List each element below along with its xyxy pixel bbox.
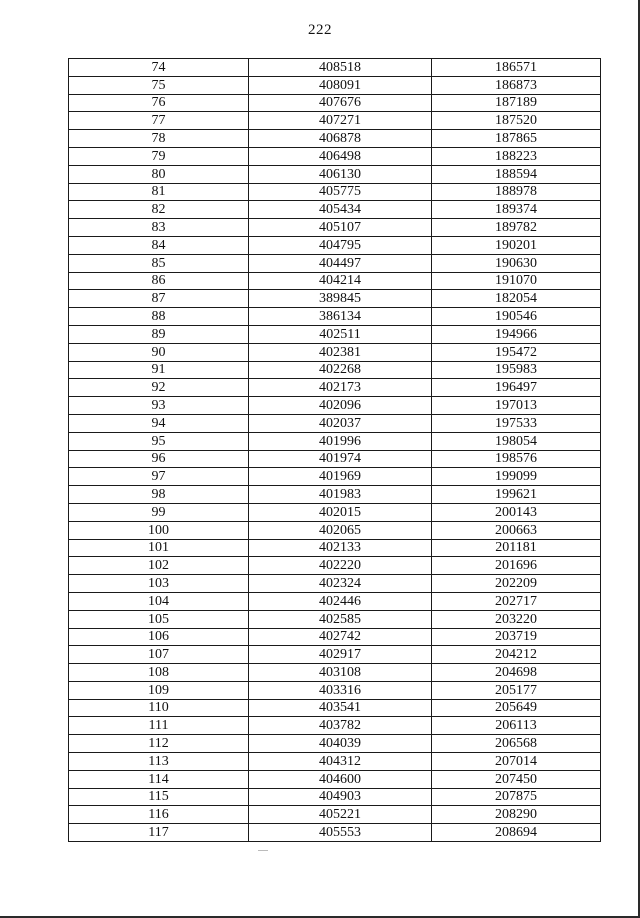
x-coordinate-cell: 402585: [249, 610, 432, 628]
point-number-cell: 114: [69, 770, 249, 788]
point-number-cell: 104: [69, 592, 249, 610]
point-number-cell: 103: [69, 575, 249, 593]
y-coordinate-cell: 187189: [432, 94, 601, 112]
x-coordinate-cell: 404600: [249, 770, 432, 788]
y-coordinate-cell: 203220: [432, 610, 601, 628]
point-number-cell: 83: [69, 219, 249, 237]
y-coordinate-cell: 204212: [432, 646, 601, 664]
x-coordinate-cell: 403541: [249, 699, 432, 717]
y-coordinate-cell: 191070: [432, 272, 601, 290]
y-coordinate-cell: 197013: [432, 397, 601, 415]
table-row: [69, 201, 601, 219]
point-number-cell: 93: [69, 397, 249, 415]
y-coordinate-cell: 187865: [432, 130, 601, 148]
point-number-cell: 78: [69, 130, 249, 148]
point-number-cell: 80: [69, 165, 249, 183]
y-coordinate-cell: 203719: [432, 628, 601, 646]
point-number-cell: 101: [69, 539, 249, 557]
table-row: [69, 521, 601, 539]
y-coordinate-cell: 194966: [432, 325, 601, 343]
y-coordinate-cell: 198576: [432, 450, 601, 468]
y-coordinate-cell: 207875: [432, 788, 601, 806]
point-number-cell: 92: [69, 379, 249, 397]
y-coordinate-cell: 187520: [432, 112, 601, 130]
x-coordinate-cell: 402037: [249, 414, 432, 432]
table-row: [69, 94, 601, 112]
x-coordinate-cell: 401974: [249, 450, 432, 468]
y-coordinate-cell: 190546: [432, 308, 601, 326]
point-number-cell: 99: [69, 503, 249, 521]
x-coordinate-cell: 404903: [249, 788, 432, 806]
x-coordinate-cell: 403108: [249, 664, 432, 682]
page-number: 222: [308, 22, 332, 38]
point-number-cell: 91: [69, 361, 249, 379]
x-coordinate-cell: 405775: [249, 183, 432, 201]
x-coordinate-cell: 405107: [249, 219, 432, 237]
table-row: [69, 503, 601, 521]
x-coordinate-cell: 402220: [249, 557, 432, 575]
x-coordinate-cell: 405221: [249, 806, 432, 824]
x-coordinate-cell: 402511: [249, 325, 432, 343]
x-coordinate-cell: 404214: [249, 272, 432, 290]
y-coordinate-cell: 205177: [432, 681, 601, 699]
table-row: [69, 610, 601, 628]
x-coordinate-cell: 402446: [249, 592, 432, 610]
x-coordinate-cell: 407676: [249, 94, 432, 112]
y-coordinate-cell: 195983: [432, 361, 601, 379]
point-number-cell: 95: [69, 432, 249, 450]
x-coordinate-cell: 403782: [249, 717, 432, 735]
table-row: [69, 806, 601, 824]
table-row: [69, 468, 601, 486]
point-number-cell: 75: [69, 76, 249, 94]
x-coordinate-cell: 404795: [249, 236, 432, 254]
point-number-cell: 84: [69, 236, 249, 254]
point-number-cell: 96: [69, 450, 249, 468]
x-coordinate-cell: 402133: [249, 539, 432, 557]
x-coordinate-cell: 402742: [249, 628, 432, 646]
scan-mark: [258, 850, 268, 851]
x-coordinate-cell: 405553: [249, 824, 432, 842]
table-row: [69, 539, 601, 557]
point-number-cell: 87: [69, 290, 249, 308]
point-number-cell: 106: [69, 628, 249, 646]
x-coordinate-cell: 404497: [249, 254, 432, 272]
coordinates-table: [68, 58, 601, 842]
y-coordinate-cell: 206568: [432, 735, 601, 753]
table-row: [69, 664, 601, 682]
y-coordinate-cell: 186571: [432, 59, 601, 77]
table-row: [69, 147, 601, 165]
y-coordinate-cell: 199621: [432, 486, 601, 504]
table-row: [69, 450, 601, 468]
point-number-cell: 117: [69, 824, 249, 842]
x-coordinate-cell: 402096: [249, 397, 432, 415]
point-number-cell: 110: [69, 699, 249, 717]
table-row: [69, 646, 601, 664]
table-row: [69, 397, 601, 415]
point-number-cell: 76: [69, 94, 249, 112]
table-row: [69, 592, 601, 610]
y-coordinate-cell: 182054: [432, 290, 601, 308]
table-row: [69, 254, 601, 272]
y-coordinate-cell: 196497: [432, 379, 601, 397]
table-row: [69, 788, 601, 806]
y-coordinate-cell: 188223: [432, 147, 601, 165]
table-row: [69, 486, 601, 504]
table-row: [69, 361, 601, 379]
point-number-cell: 102: [69, 557, 249, 575]
x-coordinate-cell: 407271: [249, 112, 432, 130]
y-coordinate-cell: 197533: [432, 414, 601, 432]
point-number-cell: 115: [69, 788, 249, 806]
y-coordinate-cell: 206113: [432, 717, 601, 735]
point-number-cell: 90: [69, 343, 249, 361]
y-coordinate-cell: 208290: [432, 806, 601, 824]
x-coordinate-cell: 401996: [249, 432, 432, 450]
y-coordinate-cell: 200143: [432, 503, 601, 521]
table-row: [69, 130, 601, 148]
table-row: [69, 76, 601, 94]
table-row: [69, 219, 601, 237]
point-number-cell: 79: [69, 147, 249, 165]
x-coordinate-cell: 389845: [249, 290, 432, 308]
x-coordinate-cell: 402268: [249, 361, 432, 379]
table-row: [69, 575, 601, 593]
table-row: [69, 770, 601, 788]
x-coordinate-cell: 403316: [249, 681, 432, 699]
table-row: [69, 379, 601, 397]
y-coordinate-cell: 200663: [432, 521, 601, 539]
point-number-cell: 97: [69, 468, 249, 486]
y-coordinate-cell: 205649: [432, 699, 601, 717]
table-row: [69, 343, 601, 361]
x-coordinate-cell: 402173: [249, 379, 432, 397]
y-coordinate-cell: 198054: [432, 432, 601, 450]
x-coordinate-cell: 401983: [249, 486, 432, 504]
y-coordinate-cell: 204698: [432, 664, 601, 682]
table-row: [69, 272, 601, 290]
point-number-cell: 74: [69, 59, 249, 77]
table-row: [69, 165, 601, 183]
y-coordinate-cell: 188978: [432, 183, 601, 201]
point-number-cell: 85: [69, 254, 249, 272]
point-number-cell: 105: [69, 610, 249, 628]
table-row: [69, 717, 601, 735]
point-number-cell: 89: [69, 325, 249, 343]
point-number-cell: 111: [69, 717, 249, 735]
x-coordinate-cell: 386134: [249, 308, 432, 326]
x-coordinate-cell: 402324: [249, 575, 432, 593]
x-coordinate-cell: 405434: [249, 201, 432, 219]
y-coordinate-cell: 189374: [432, 201, 601, 219]
table-row: [69, 112, 601, 130]
table-row: [69, 628, 601, 646]
x-coordinate-cell: 408091: [249, 76, 432, 94]
y-coordinate-cell: 199099: [432, 468, 601, 486]
x-coordinate-cell: 404039: [249, 735, 432, 753]
x-coordinate-cell: 402015: [249, 503, 432, 521]
point-number-cell: 100: [69, 521, 249, 539]
x-coordinate-cell: 408518: [249, 59, 432, 77]
x-coordinate-cell: 406878: [249, 130, 432, 148]
y-coordinate-cell: 201696: [432, 557, 601, 575]
point-number-cell: 108: [69, 664, 249, 682]
table-row: [69, 308, 601, 326]
point-number-cell: 107: [69, 646, 249, 664]
y-coordinate-cell: 202209: [432, 575, 601, 593]
table-row: [69, 753, 601, 771]
x-coordinate-cell: 402381: [249, 343, 432, 361]
table-row: [69, 735, 601, 753]
point-number-cell: 109: [69, 681, 249, 699]
point-number-cell: 94: [69, 414, 249, 432]
point-number-cell: 86: [69, 272, 249, 290]
table-row: [69, 325, 601, 343]
y-coordinate-cell: 201181: [432, 539, 601, 557]
y-coordinate-cell: 207450: [432, 770, 601, 788]
table-row: [69, 59, 601, 77]
table-row: [69, 414, 601, 432]
y-coordinate-cell: 207014: [432, 753, 601, 771]
point-number-cell: 82: [69, 201, 249, 219]
table-row: [69, 557, 601, 575]
table-row: [69, 183, 601, 201]
point-number-cell: 113: [69, 753, 249, 771]
table-row: [69, 432, 601, 450]
point-number-cell: 116: [69, 806, 249, 824]
table-row: [69, 699, 601, 717]
point-number-cell: 98: [69, 486, 249, 504]
y-coordinate-cell: 190201: [432, 236, 601, 254]
y-coordinate-cell: 195472: [432, 343, 601, 361]
y-coordinate-cell: 189782: [432, 219, 601, 237]
x-coordinate-cell: 404312: [249, 753, 432, 771]
x-coordinate-cell: 406498: [249, 147, 432, 165]
y-coordinate-cell: 208694: [432, 824, 601, 842]
table-row: [69, 681, 601, 699]
point-number-cell: 77: [69, 112, 249, 130]
table-row: [69, 236, 601, 254]
x-coordinate-cell: 402917: [249, 646, 432, 664]
table-row: [69, 824, 601, 842]
x-coordinate-cell: 401969: [249, 468, 432, 486]
y-coordinate-cell: 202717: [432, 592, 601, 610]
y-coordinate-cell: 186873: [432, 76, 601, 94]
x-coordinate-cell: 402065: [249, 521, 432, 539]
x-coordinate-cell: 406130: [249, 165, 432, 183]
point-number-cell: 81: [69, 183, 249, 201]
y-coordinate-cell: 190630: [432, 254, 601, 272]
point-number-cell: 88: [69, 308, 249, 326]
table-body: [69, 59, 601, 842]
y-coordinate-cell: 188594: [432, 165, 601, 183]
point-number-cell: 112: [69, 735, 249, 753]
table-row: [69, 290, 601, 308]
